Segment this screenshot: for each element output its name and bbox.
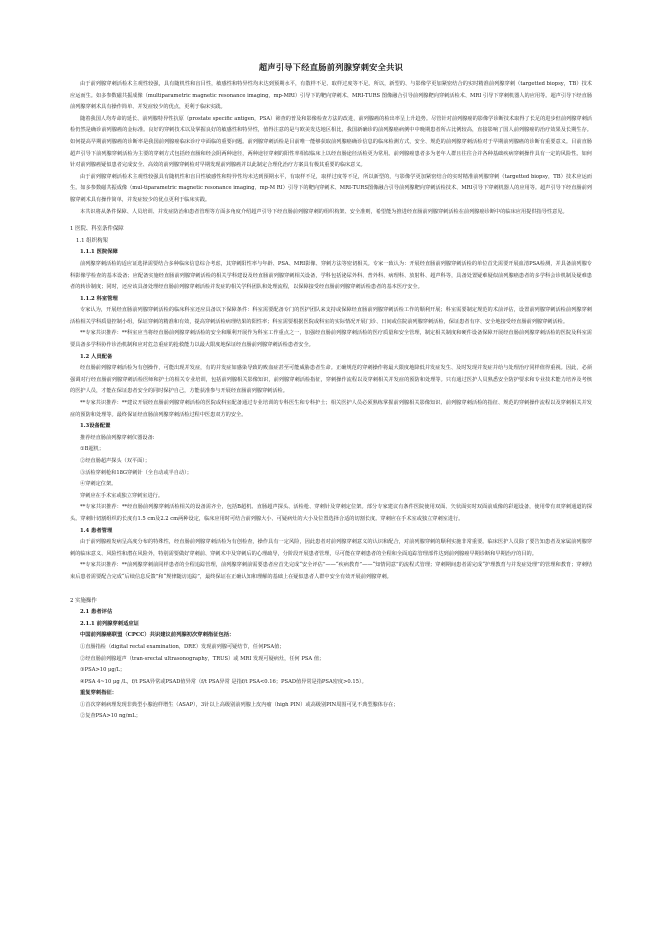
section-1-1-2-text-b: **专家共识推荐：**科室应当将经直肠前列腺穿刺活检的安全和顺利开展作为科室工作重点之一，加强经直肠前列腺穿刺活检的医疗质量和安全管理，制定相关制度和硬件设备保障开展经直肠前列腺穿刺活检的医院及科室需要具备多学科协作诊治机制和应对危急重症的抢救能力以最大限度地保证经直肠前列腺穿刺活检患者安全。: [70, 330, 592, 349]
section-2-heading: 2 实施操作: [70, 597, 97, 604]
repeat-indication-item: ②复查PSA>10 ng/mL；: [80, 713, 141, 720]
section-2-1-1-text: 中国前列腺癌联盟（CPCC）共识建议前列腺初次穿刺指征包括：: [80, 632, 235, 639]
section-1-1-2-heading: 1.1.2 科室管理: [80, 295, 118, 302]
indication-item: ①直肠指检（digital rectal examination，DRE）发现前列腺可疑结节，任何PSA值；: [80, 643, 285, 650]
repeat-indication-item: ①首次穿刺病理发现非典型小腺泡样增生（ASAP），3针以上高级别前列腺上皮内瘤（high PIN）或高级别PIN周围可见不典型腺体存在；: [80, 701, 399, 708]
section-1-2-heading: 1.2 人员配备: [80, 353, 113, 360]
equipment-item: 穿刺应在手术室或独立穿刺室进行。: [80, 492, 164, 499]
document-title: 超声引导下经直肠前列腺穿刺安全共识: [258, 62, 404, 72]
section-1-2-text-a: 经直肠前列腺穿刺活检为有创操作，可能出现并发症，有的并发症如感染导致的败血症甚至可能威胁患者生命。正确规范的穿刺操作将最大限度地降低并发症发生、及时发现并发症并给与处理治疗同样值得重视。因此，必须强调对行经直肠前列腺穿刺活检医师和护士的相关专业培训，包括前列腺相关影像知识，前列腺穿刺活检指征，穿刺操作流程以及穿刺相关并发症的预防和处理等。只有通过医护人员熟悉安全防护要求和专业技术能力培养及考核的医护人员，才能在保证患者安全的同时保护自己，方能获准参与开展经直肠前列腺穿刺活检。: [70, 365, 592, 395]
section-1-1-1-heading: 1.1.1 医院保障: [80, 249, 118, 256]
section-2-1-1-heading: 2.1.1 前列腺穿刺适应证: [80, 620, 139, 627]
section-1-heading: 1 医院、科室条件保障: [70, 226, 124, 233]
equipment-item: ③活检穿刺枪和18G穿刺针（全自动或半自动）；: [80, 469, 192, 476]
section-1-4-heading: 1.4 患者管理: [80, 527, 113, 534]
intro-paragraph-2: 随着我国人均寿命的延长、前列腺特异性抗原（prostate specific antigen，PSA）筛查的普及和影像检查方法的改进，前列腺癌的检出率呈上升趋势。尽管针对前列腺癌的影像学诊断技术取得了长足的进步但前列腺穿刺活检仍然是确诊前列腺癌的金标准。良好的穿刺技术以及掌握良好的敏感性和特异性，值得注意的是与欧美发达地区相比，我国新确诊的前列腺癌病例中中晚期患者所占比例较高，直接影响了国人前列腺癌的治疗效果及长期生存。如何提高早期前列腺癌的诊断率是我国前列腺癌临床诊疗中面临的重要问题。前列腺穿刺活检是目前唯一能够获取前列腺癌确诊信息的临床检测方式，安全、规范的前列腺穿刺活检对于早期前列腺癌的诊断有重要意义。目前直肠超声引导下前列腺穿刺活检为主要的穿刺方式包括经直肠和经会阴两种途径，两种途径穿刺的阳性率相似临床上以经直肠途径活检更为常用。前列腺癌患者多为老年人群且往往合并各种基础疾病穿刺操作具有一定的风险性。如何针对前列腺癌疑似患者完成安全、高效的前列腺穿刺检对早期发现前列腺癌并以此制定合理化治疗方案具有极其重要的临床意义。: [70, 115, 592, 169]
section-1-4-text-b: **专家共识推荐：**前列腺穿刺前同样患者的全程追踪管理，前列腺穿刺前需要患者应首先完成“安全评估”——“疾病教育”——“知情同意”的流程式管理；穿刺期间患者需完成“护理教育与并发症处理”的管理和教育；穿刺结束后患者需要配合完成“后续信息反馈”和“规律随访追踪”，最终保证在正确认知和理解的基础上在疑似患者人群中安全有效开展前列腺穿刺。: [70, 562, 592, 580]
section-1-3-text-b: **专家共识推荐：**经直肠前列腺穿刺活检相关的设备需齐全，包括B超机、直肠超声探头、活检枪、穿刺针及穿刺定位架。部分专家建议有条件医院使用双面、矢状面实时双面前成像的彩超设备，使用带有双穿刺通道的探头。穿刺针切割组织的长度有1.5 cm及2.2 cm两种设定，临床应用时可结合前列腺大小、可疑病灶的大小及位置选择合适的切割长度。穿刺应在手术室或独立穿刺室进行。: [70, 504, 592, 522]
indication-item: ②经直肠前列腺超声（tran-srectal ultrasonography，TRUS）或 MRI 发现可疑病灶，任何 PSA 值；: [80, 655, 325, 662]
section-1-1-heading: 1.1 组织构架: [76, 237, 108, 244]
indication-item: ③PSA>10 μg/L；: [80, 667, 126, 674]
equipment-item: ②经直肠超声探头（双平面）；: [80, 458, 151, 464]
intro-paragraph-4: 本共识将从条件保障、人员培训、并发症防治和患者管理等方面多角度介绍超声引导下经直肠前列腺穿刺的组织构架、安全准则，希望能为推进经直肠前列腺穿刺活检在前列腺癌诊断中的临床应用提供指导性意见。: [80, 208, 568, 215]
section-2-1-heading: 2.1 患者评估: [80, 609, 113, 616]
repeat-biopsy-heading: 重复穿刺指征：: [80, 690, 118, 697]
equipment-item: ①B超机；: [80, 446, 105, 453]
intro-paragraph-1: 由于前列腺穿刺活检术主观性较强，具有随机性和盲目性，敏感性和特异性均未达到预期水平，有散样不足、取样过度等不足。所以，新型的、与影像学更加紧密结合的实时精准前列腺穿刺（targetted biopsy，TB）技术应运而生。如多参数磁共振成像（multiparametric magnetic resonance imaging，mp-MRI）引导下的靶向穿刺术、MRI-TURS 图像融合引导前列腺靶向穿刺活检术、MRI 引导下穿刺机器人的应用等。超声引导下经直肠前列腺穿刺术具有操作简单、并发症较少的优点，更利于临床实践。: [70, 81, 592, 111]
document-page: [70, 62, 592, 723]
section-1-3-heading: 1.3设备配置: [80, 423, 111, 430]
section-1-3-intro: 推荐经直肠前列腺穿刺仪器设备:: [80, 434, 155, 441]
equipment-item: ④穿刺定位架。: [80, 481, 117, 488]
section-1-1-1-text: 前列腺穿刺活检的适应证选择需要结合多种临床信息综合考虑，其穿刺阳性率与年龄、PSA、MRI影像、穿刺方法等密切相关。专家一致认为：开展经直肠前列腺穿刺活检的单位首先需要开展血清PSA检测，并具备前列腺专科影像学检查的基本设备；应配备实施经直肠前列腺穿刺活检的相关学科建设及经直肠前列腺穿刺相关设备，学科包括泌尿外科、普外科、病理科、放射科、超声科等，具备处置疑难疑似前列腺癌患者的多学科会诊机制及疑难患者的转诊制度；同时，还应该具备处理经直肠前列腺穿刺活检并发症的相关学科团队和处理流程，以保障接受经直肠前列腺穿刺活检患者的基本医疗安全。: [70, 260, 592, 291]
section-1-1-2-text-a: 专家认为，开展经直肠前列腺穿刺活检的临床科室还应具备以下保障条件：科室需要配备专门的医护团队来支持或保障经直肠前列腺穿刺活检工作的顺利开展；科室需要制定规范的术前评估，设置前列腺穿刺活检前列腺穿刺活检相关学科质量控制小组，保证穿刺的精准和有效，提高穿刺活检病理结果的阳性率；科室需要根据医院或科室的实际情况开展门诊、日间或住院前列腺穿刺活检，保证患者有序、安全地接受经直肠前列腺穿刺活检。: [70, 307, 592, 325]
intro-paragraph-3: 由于前列腺穿刺活检术主观性较强具有随机性和盲目性敏感性和特异性均未达到预期水平，有取样不足，取样过度等不足，所以新型的，与影像学更加紧密结合的实时精准前列腺穿刺（targetted biopsy，TB）技术应运而生。如多参数磁共振成像（mul-tiparametric magnetic resonance imaging，mp-M RI）引导下的靶向穿刺术、MRI-TURS图像融合引导前列腺靶向穿刺活检技术、MRI引导下穿刺机器人的应用等。超声引导下经直肠前列腺穿刺术具有操作简单，并发症较少的优点更利于临床实践。: [70, 173, 592, 203]
section-1-4-text-a: 由于前列腺癌发病呈高度分布的特殊性，经直肠前列腺穿刺活检为有创检查，操作具有一定风险，因此患者对前列腺穿刺意义的认识和配合，对前列腺穿刺的顺利实施非常重要。临床医护人员除了要告知患者及家属前列腺穿刺的临床意义、风险性和潜在风险外，特别需要做好穿刺前、穿刺术中及穿刺后的心理疏导，分阶段开展患者管理，尽可能在穿刺患者的全程和全面追踪管理部件达到前列腺癌早期诊断和早期治疗的目的。: [70, 539, 592, 557]
indication-item: ④PSA 4~10 μg /L，f/t PSA异常或PSAD值异常（f/t PSA异常 是指f/t PSA<0.16；PSAD值异常是指PSA密度>0.15）。: [80, 678, 367, 685]
section-1-2-text-b: **专家共识推荐：**建议开展经直肠前列腺穿刺活检的医院或科室配备通过专业培训的专科医生和专科护士；相关医护人员必须熟练掌握前列腺相关影像知识、前列腺穿刺活检的指征、规范的穿刺操作流程以及穿刺相关并发症的预防和处理等。最终保证经直肠前列腺穿刺活检过程中医患双方的安全。: [70, 400, 592, 418]
